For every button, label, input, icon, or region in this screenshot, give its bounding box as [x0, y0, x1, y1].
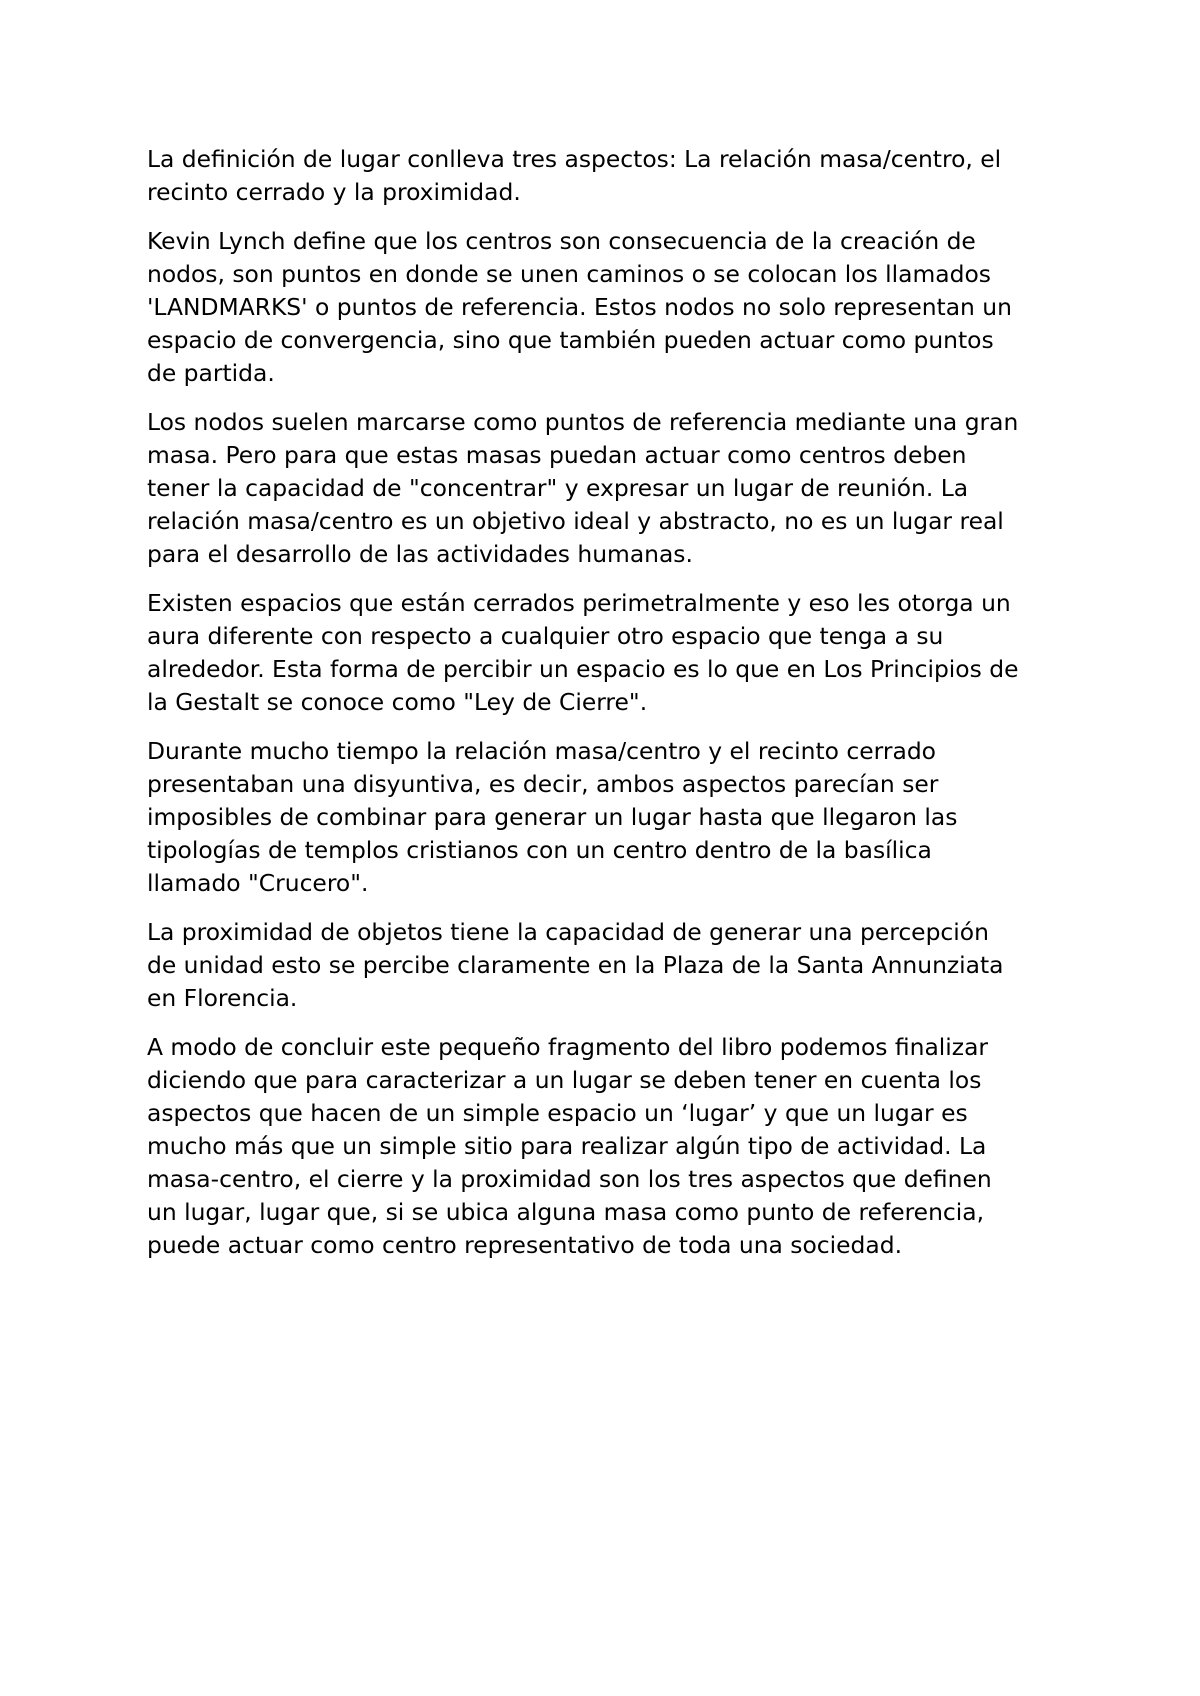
paragraph-2: Kevin Lynch define que los centros son consecuencia de la creación de nodos, son puntos en donde se unen caminos o se colocan los llamados 'LANDMARKS' o puntos de referencia. Estos nodos no solo representan un espacio de convergencia, sino que también pueden actuar como puntos de partida.	[147, 227, 1012, 387]
paragraph-1: La definición de lugar conlleva tres aspectos: La relación masa/centro, el recinto cerrado y la proximidad.	[147, 145, 1002, 206]
paragraph-5: Durante mucho tiempo la relación masa/centro y el recinto cerrado presentaban una disyuntiva, es decir, ambos aspectos parecían ser imposibles de combinar para generar un lugar hasta que llegaron las tipologías de templos cristianos con un centro dentro de la basílica llamado "Crucero".	[147, 737, 958, 897]
paragraph-4: Existen espacios que están cerrados perimetralmente y eso les otorga un aura diferente con respecto a cualquier otro espacio que tenga a su alrededor. Esta forma de percibir un espacio es lo que en Los Principios de la Gestalt se conoce como "Ley de Cierre".	[147, 589, 1019, 716]
paragraph-3: Los nodos suelen marcarse como puntos de referencia mediante una gran masa. Pero para que estas masas puedan actuar como centros deben tener la capacidad de "concentrar" y expresar un lugar de reunión. La relación masa/centro es un objetivo ideal y abstracto, no es un lugar real para el desarrollo de las actividades humanas.	[147, 408, 1019, 568]
paragraph-7: A modo de concluir este pequeño fragmento del libro podemos finalizar diciendo que para caracterizar a un lugar se deben tener en cuenta los aspectos que hacen de un simple espacio un ‘lugar’ y que un lugar es mucho más que un simple sitio para realizar algún tipo de actividad. La masa-centro, el cierre y la proximidad son los tres aspectos que definen un lugar, lugar que, si se ubica alguna masa como punto de referencia, puede actuar como centro representativo de toda una sociedad.	[147, 1033, 992, 1259]
document-body	[147, 143, 1067, 1278]
paragraph-6: La proximidad de objetos tiene la capacidad de generar una percepción de unidad esto se percibe claramente en la Plaza de la Santa Annunziata en Florencia.	[147, 918, 1004, 1012]
